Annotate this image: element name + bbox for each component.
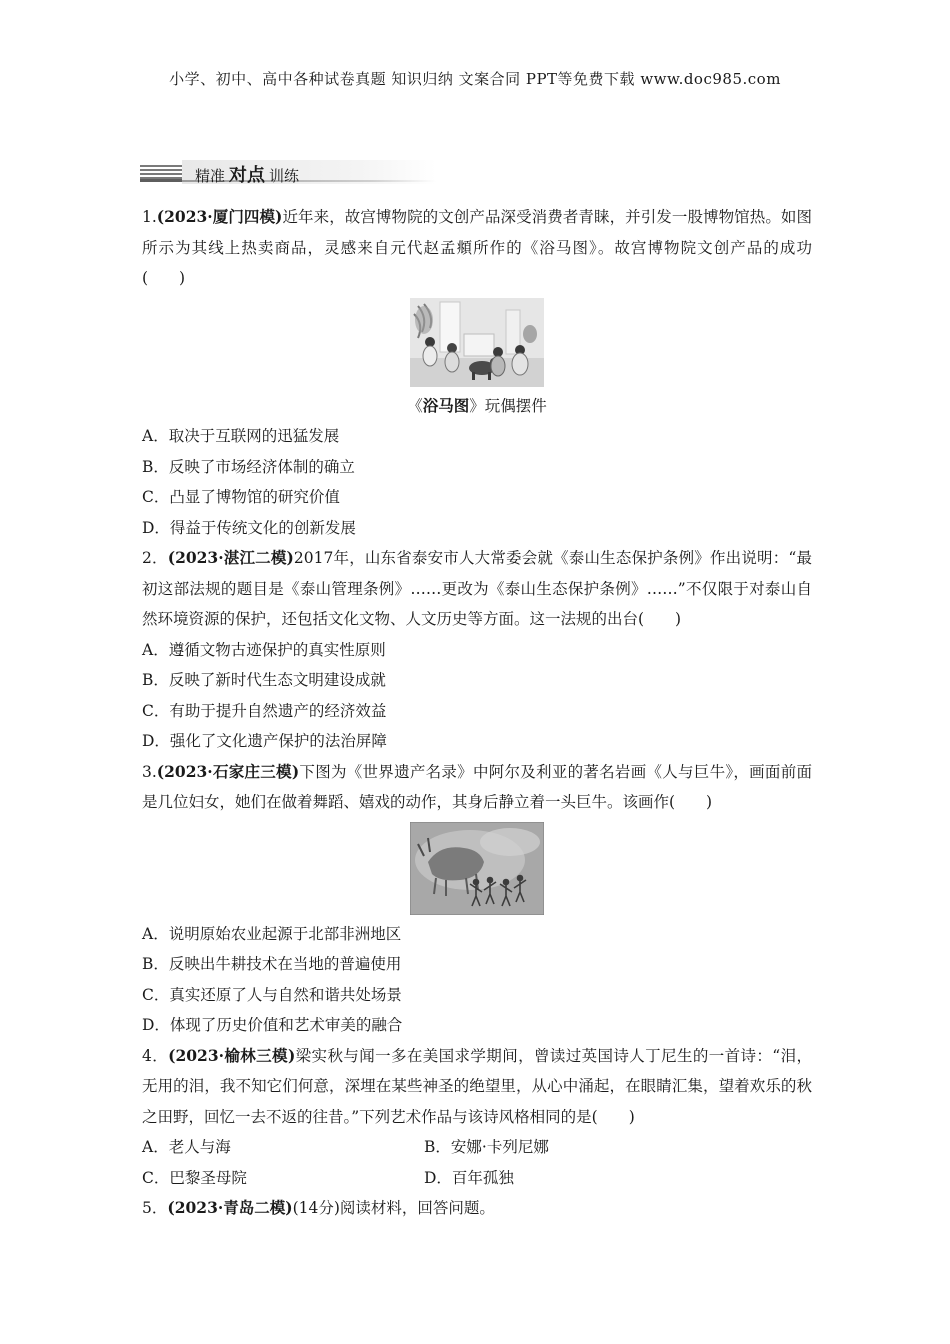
question-2-option-a[interactable]: A．遵循文物古迹保护的真实性原则	[142, 640, 386, 659]
heading-stripes-decoration	[140, 165, 182, 179]
question-4-options-row-2	[142, 1163, 812, 1194]
question-2-option-b[interactable]: B．反映了新时代生态文明建设成就	[142, 671, 386, 689]
figure-bath-horse-figurines	[410, 298, 544, 387]
figure-1-caption	[142, 391, 812, 422]
question-3-option-d[interactable]: D．体现了历史价值和艺术审美的融合	[142, 1016, 403, 1034]
question-5-source: (2023·青岛二模)	[167, 1198, 293, 1217]
question-1-option-a[interactable]: A．取决于互联网的迅猛发展	[142, 427, 340, 445]
question-3-option-b[interactable]: B．反映出牛耕技术在当地的普遍使用	[142, 955, 402, 973]
question-3-option-c[interactable]: C．真实还原了人与自然和谐共处场景	[142, 985, 402, 1004]
section-heading	[140, 160, 436, 184]
question-4-source: (2023·榆林三模)	[168, 1045, 296, 1065]
section-title-right: 训练	[269, 167, 300, 185]
heading-stripes-underline	[140, 179, 182, 182]
question-2-number: 2．	[142, 549, 168, 567]
question-1-text: 近年来，故宫博物院的文创产品深受消费者青睐，并引发一股博物馆热。如图所示为其线上热卖商品，灵感来自元代赵孟頫所作的《浴马图》。故宫博物院文创产品的成功( )	[142, 208, 812, 287]
question-4-stem	[142, 1041, 812, 1133]
question-3-text: 下图为《世界遗产名录》中阿尔及利亚的著名岩画《人与巨牛》，画面前面是几位妇女，她们在做着舞蹈、嬉戏的动作，其身后静立着一头巨牛。该画作( )	[142, 762, 812, 811]
question-3	[142, 757, 812, 1041]
question-3-stem	[142, 757, 812, 818]
question-5-stem	[142, 1193, 812, 1224]
question-2	[142, 543, 812, 757]
question-list	[142, 202, 812, 1224]
question-4-text: 梁实秋与闻一多在美国求学期间，曾读过英国诗人丁尼生的一首诗：“泪，无用的泪，我不知它们何意，深埋在某些神圣的绝望里，从心中涌起，在眼睛汇集，望着欢乐的秋之田野，回忆一去不返的往昔。”下列艺术作品与该诗风格相同的是( )	[142, 1046, 812, 1126]
section-title-left: 精准	[195, 167, 226, 185]
section-title	[195, 161, 299, 187]
rock-painting-image	[410, 822, 544, 915]
question-2-option-d[interactable]: D．强化了文化遗产保护的法治屏障	[142, 732, 387, 750]
question-1-option-b[interactable]: B．反映了市场经济体制的确立	[142, 457, 355, 476]
page-header: 小学、初中、高中各种试卷真题 知识归纳 文案合同 PPT等免费下载 www.doc985.com	[169, 70, 781, 88]
question-4-option-b[interactable]: B．安娜·卡列尼娜	[424, 1138, 549, 1156]
figurines-photo-image	[410, 298, 544, 387]
question-2-stem	[142, 543, 812, 635]
figure-rock-painting	[410, 822, 544, 915]
question-2-option-c[interactable]: C．有助于提升自然遗产的经济效益	[142, 701, 387, 720]
question-4-option-c[interactable]: C．巴黎圣母院	[142, 1168, 247, 1187]
question-3-option-a[interactable]: A．说明原始农业起源于北部非洲地区	[142, 924, 402, 943]
question-5	[142, 1193, 812, 1224]
question-1-number: 1.	[142, 208, 157, 226]
question-1-source: (2023·厦门四模)	[156, 207, 283, 226]
question-4-option-a[interactable]: A．老人与海	[142, 1138, 231, 1156]
question-1-option-c[interactable]: C．凸显了博物馆的研究价值	[142, 488, 340, 506]
section-title-strong: 对点	[229, 165, 266, 186]
caption-1-prefix: 《	[407, 396, 423, 415]
question-4-options-row-1	[142, 1132, 812, 1163]
question-2-source: (2023·湛江二模)	[167, 548, 294, 567]
question-1-option-d[interactable]: D．得益于传统文化的创新发展	[142, 518, 356, 537]
question-4	[142, 1041, 812, 1194]
question-3-source: (2023·石家庄三模)	[156, 761, 300, 781]
question-2-text: 2017年，山东省泰安市人大常委会就《泰山生态保护条例》作出说明：“最初这部法规的题目是《泰山管理条例》……更改为《泰山生态保护条例》……”不仅限于对泰山自然环境资源的保护，还包括文化文物、人文历史等方面。这一法规的出台( )	[142, 549, 812, 628]
question-5-number: 5．	[142, 1199, 168, 1217]
question-5-text: (14分)阅读材料，回答问题。	[292, 1199, 495, 1217]
question-3-number: 3.	[142, 762, 157, 781]
caption-1-title: 浴马图	[422, 395, 470, 415]
question-4-option-d[interactable]: D．百年孤独	[424, 1168, 514, 1187]
caption-1-suffix: 》玩偶摆件	[469, 396, 547, 415]
question-4-number: 4．	[142, 1046, 169, 1065]
question-1	[142, 202, 812, 543]
question-1-stem	[142, 202, 812, 294]
